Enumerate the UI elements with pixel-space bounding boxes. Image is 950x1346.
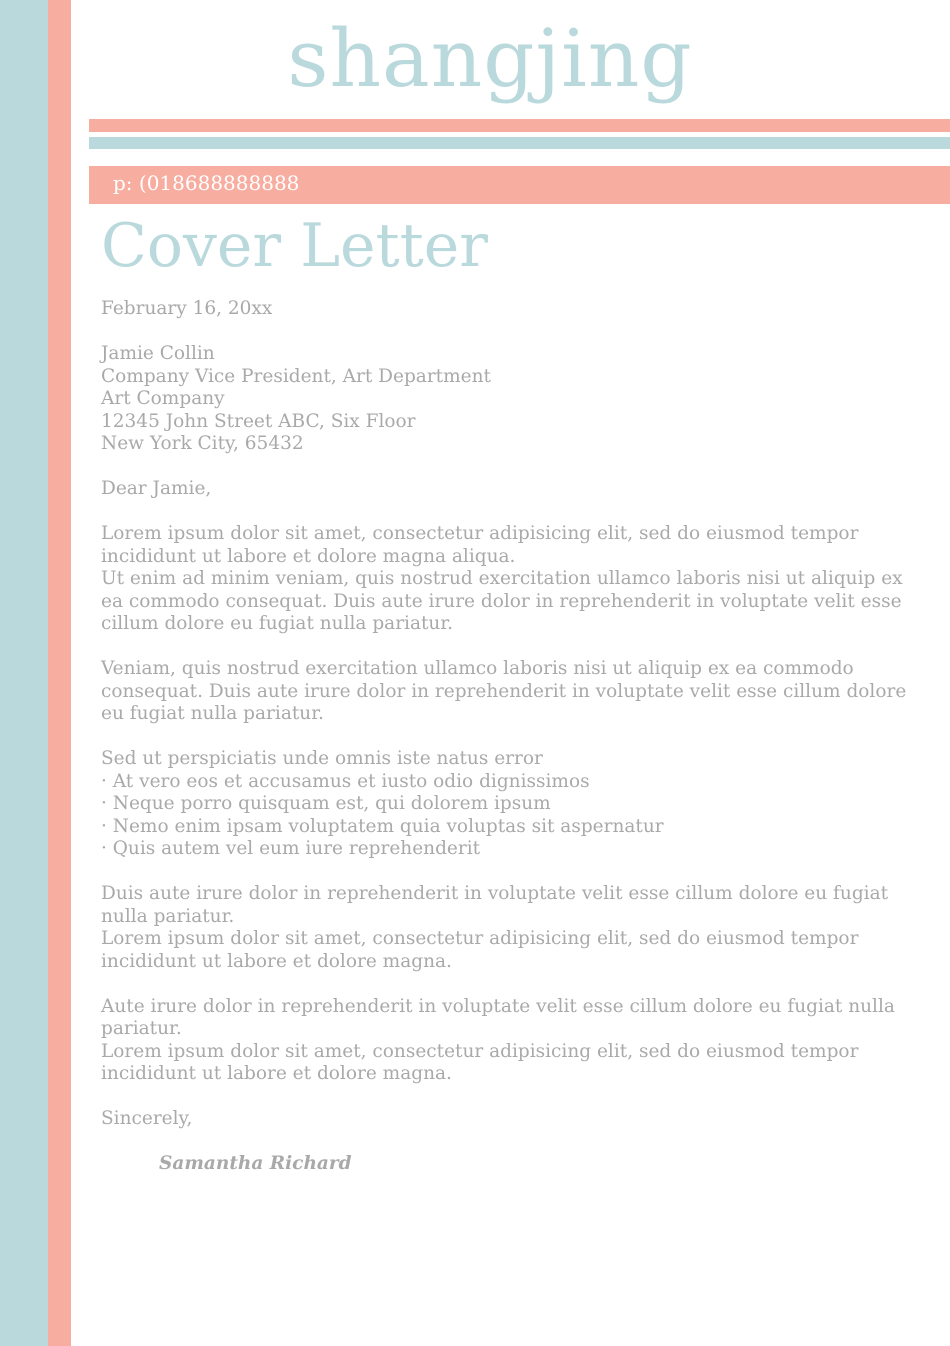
paragraph-line: nulla pariatur. — [101, 905, 235, 927]
paragraph-line: incididunt ut labore et dolore magna. — [101, 1063, 452, 1084]
paragraph-line: eu fugiat nulla pariatur. — [101, 703, 324, 724]
signature-name: Samantha Richard — [159, 1153, 352, 1174]
header-blue-rule — [89, 137, 950, 149]
bullet-list-block — [101, 748, 946, 861]
bullet-item: · At vero eos et accusamus et iusto odio dignissimos — [101, 770, 590, 792]
left-blue-stripe — [0, 0, 48, 1346]
paragraph-line: incididunt ut labore et dolore magna. — [101, 950, 452, 972]
bullet-item: · Nemo enim ipsam voluptatem quia voluptas sit aspernatur — [101, 815, 664, 837]
paragraph-line: incididunt ut labore et dolore magna aliqua. — [101, 545, 516, 567]
paragraph-line: cillum dolore eu fugiat nulla pariatur. — [101, 613, 454, 634]
phone-number: p: (018688888888 — [113, 171, 300, 195]
salutation-block — [101, 478, 946, 501]
closing: Sincerely, — [101, 1108, 193, 1129]
paragraph-line: Lorem ipsum dolor sit amet, consectetur adipisicing elit, sed do eiusmod tempor — [101, 928, 859, 949]
paragraph-2 — [101, 658, 946, 726]
applicant-name: shangjing — [287, 12, 693, 105]
paragraph-line: consequat. Duis aute irure dolor in reprehenderit in voluptate velit esse cillum dolore — [101, 680, 907, 702]
paragraph-line: Veniam, quis nostrud exercitation ullamco laboris nisi ut aliquip ex ea commodo — [101, 658, 854, 679]
paragraph-line: Lorem ipsum dolor sit amet, consectetur adipisicing elit, sed do eiusmod tempor — [101, 1040, 859, 1062]
letter-date-block — [101, 298, 946, 321]
recipient-name: Jamie Collin — [101, 343, 215, 364]
recipient-company: Art Company — [101, 388, 225, 409]
contact-band — [89, 166, 950, 204]
letter-body — [101, 298, 946, 1198]
list-intro: Sed ut perspiciatis unde omnis iste natus error — [101, 748, 543, 769]
paragraph-1 — [101, 523, 946, 636]
paragraph-4 — [101, 996, 946, 1086]
recipient-block — [101, 343, 946, 456]
paragraph-line: Ut enim ad minim veniam, quis nostrud exercitation ullamco laboris nisi ut aliquip ex — [101, 568, 903, 589]
paragraph-line: Lorem ipsum dolor sit amet, consectetur adipisicing elit, sed do eiusmod tempor — [101, 523, 859, 544]
bullet-item: · Quis autem vel eum iure reprehenderit — [101, 838, 481, 859]
paragraph-line: pariatur. — [101, 1018, 182, 1039]
signature-block — [101, 1153, 946, 1176]
document-title: Cover Letter — [101, 211, 488, 281]
closing-block — [101, 1108, 946, 1131]
bullet-item: · Neque porro quisquam est, qui dolorem ipsum — [101, 793, 551, 814]
left-pink-stripe — [48, 0, 71, 1346]
paragraph-3 — [101, 883, 946, 973]
recipient-position: Company Vice President, Art Department — [101, 365, 491, 387]
paragraph-line: ea commodo consequat. Duis aute irure dolor in reprehenderit in voluptate velit esse — [101, 590, 902, 612]
salutation: Dear Jamie, — [101, 478, 212, 499]
recipient-city: New York City, 65432 — [101, 433, 304, 454]
paragraph-line: Aute irure dolor in reprehenderit in voluptate velit esse cillum dolore eu fugiat nulla — [101, 995, 895, 1017]
header-pink-rule — [89, 119, 950, 132]
recipient-street: 12345 John Street ABC, Six Floor — [101, 410, 416, 432]
paragraph-line: Duis aute irure dolor in reprehenderit in voluptate velit esse cillum dolore eu fugiat — [101, 883, 889, 904]
letter-date: February 16, 20xx — [101, 298, 273, 319]
